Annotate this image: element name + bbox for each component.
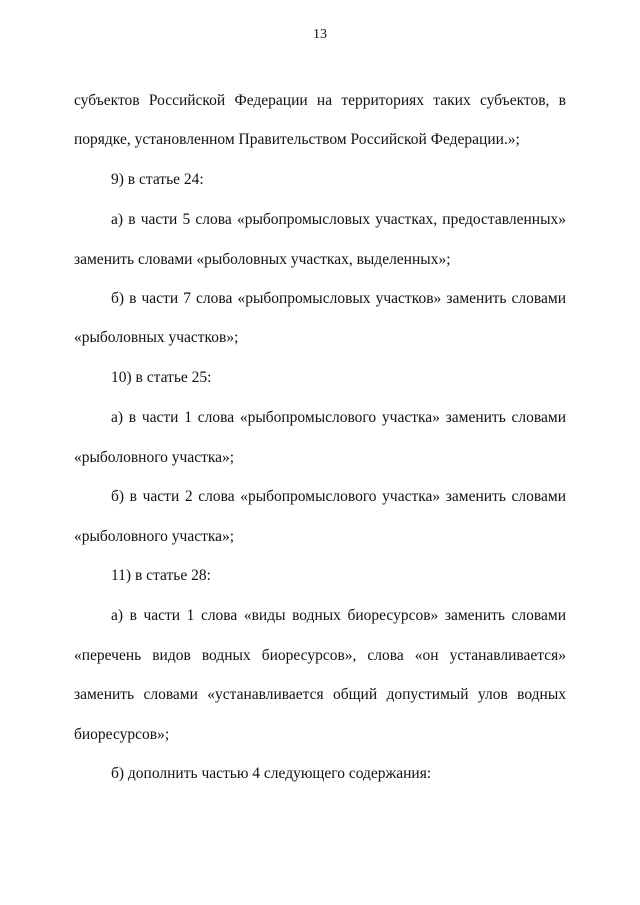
text-line: а) в части 5 слова «рыбопромысловых участках, предоставленных»	[111, 211, 566, 228]
text-line: «рыболовного участка»;	[74, 449, 235, 466]
text-line: а) в части 1 слова «рыбопромыслового участка» заменить словами	[111, 409, 566, 426]
text-line: «перечень видов водных биоресурсов», слова «он устанавливается»	[74, 647, 566, 664]
text-line: «рыболовных участков»;	[74, 329, 239, 346]
text-line: порядке, установленном Правительством Российской Федерации.»;	[74, 131, 520, 148]
text-line: «рыболовного участка»;	[74, 528, 235, 545]
text-line: субъектов Российской Федерации на территориях таких субъектов, в	[74, 92, 566, 109]
text-line: б) в части 7 слова «рыбопромысловых участков» заменить словами	[111, 290, 566, 307]
text-line: б) дополнить частью 4 следующего содержания:	[111, 765, 432, 782]
text-line: а) в части 1 слова «виды водных биоресурсов» заменить словами	[111, 607, 566, 624]
text-line: 10) в статье 25:	[111, 369, 212, 386]
text-line: заменить словами «рыболовных участках, выделенных»;	[74, 251, 451, 268]
text-line: биоресурсов»;	[74, 726, 170, 743]
text-line: 11) в статье 28:	[111, 567, 211, 584]
text-line: 9) в статье 24:	[111, 171, 204, 188]
page-number: 13	[313, 27, 327, 42]
text-line: заменить словами «устанавливается общий допустимый улов водных	[74, 686, 566, 703]
text-line: б) в части 2 слова «рыбопромыслового участка» заменить словами	[111, 488, 566, 505]
